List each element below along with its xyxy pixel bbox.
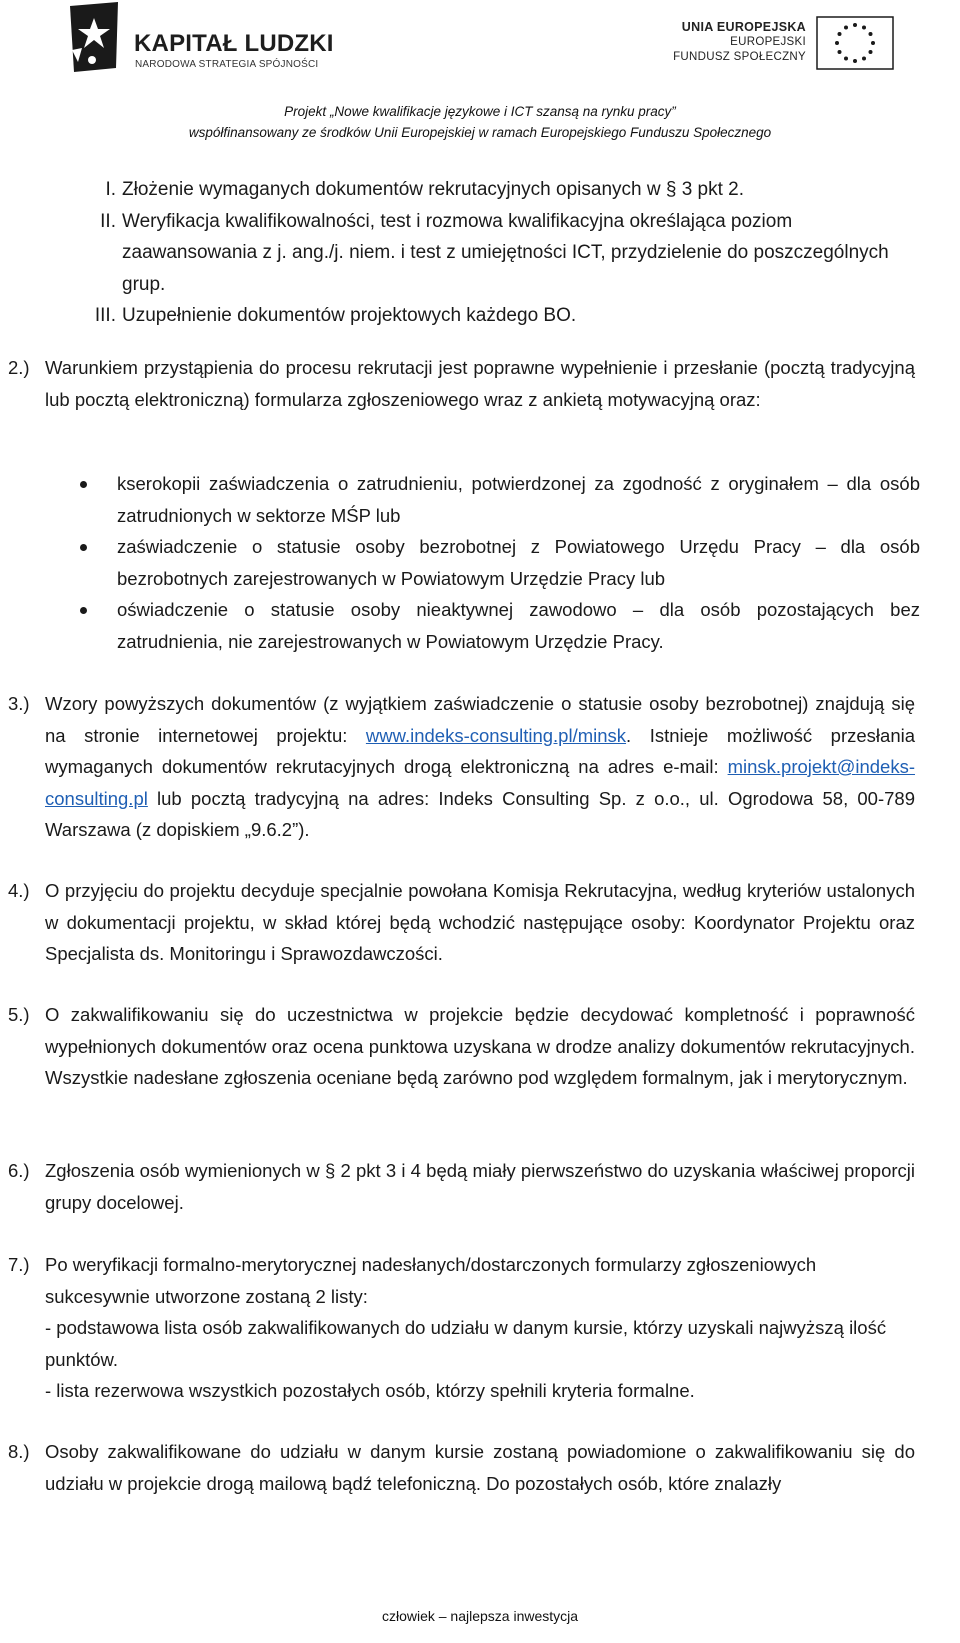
- step-item: [70, 300, 900, 332]
- bullet-icon: [80, 544, 87, 551]
- kapital-ludzki-subtitle: NARODOWA STRATEGIA SPÓJNOŚCI: [135, 59, 319, 70]
- step-number: III.: [94, 305, 116, 326]
- step-item: [70, 206, 900, 301]
- section-text: [45, 688, 915, 846]
- required-documents-list: [80, 468, 920, 657]
- section-text: Osoby zakwalifikowane do udziału w danym kursie zostaną powiadomione o zakwalifikowaniu się do udziału w projekcie drogą mailową bądź telefoniczną. Do pozostałych osób, które znalazły: [45, 1441, 915, 1494]
- project-funding: współfinansowany ze środków Unii Europejskiej w ramach Europejskiego Funduszu Społecznego: [188, 125, 772, 140]
- step-number: II.: [100, 210, 116, 232]
- list-item-text: kserokopii zaświadczenia o zatrudnieniu, potwierdzonej za zgodność z oryginałem – dla osób zatrudnionych w sektorze MŚP lub: [117, 473, 920, 526]
- step-item: [70, 174, 900, 206]
- page-header: [0, 0, 960, 150]
- section-text: [45, 1249, 915, 1407]
- project-website-link[interactable]: www.indeks-consulting.pl/minsk: [365, 724, 627, 746]
- list-item-text: zaświadczenie o statusie osoby bezrobotnej z Powiatowego Urzędu Pracy – dla osób bezrobotnych zarejestrowanych w Powiatowym Urzędzie Pracy lub: [117, 536, 920, 589]
- section-line: Po weryfikacji formalno-merytorycznej nadesłanych/dostarczonych formularzy zgłoszeniowych sukcesywnie utworzone zostaną 2 listy:: [45, 1254, 817, 1307]
- section-number: 5.): [8, 1004, 30, 1025]
- eu-logo: [658, 16, 894, 72]
- page-footer: człowiek – najlepsza inwestycja: [381, 1608, 579, 1624]
- eu-logo-text: [673, 20, 806, 65]
- section-number: 2.): [8, 357, 30, 378]
- list-item: [80, 594, 920, 657]
- list-item-text: oświadczenie o statusie osoby nieaktywnej zawodowo – dla osób pozostających bez zatrudnienia, nie zarejestrowanych w Powiatowym Urzędzie Pracy.: [117, 599, 920, 652]
- section-text: O przyjęciu do projektu decyduje specjalnie powołana Komisja Rekrutacyjna, według kryteriów ustalonych w dokumentacji projektu, w skład której będą wchodzić następujące osoby: Koordynator Projektu oraz Specjalista ds. Monitoringu i Sprawozdawczości.: [45, 880, 915, 964]
- section-text: Warunkiem przystąpienia do procesu rekrutacji jest poprawne wypełnienie i przesłanie (pocztą tradycyjną lub pocztą elektroniczną) formularza zgłoszeniowego wraz z ankietą motywacyjną oraz:: [45, 357, 915, 410]
- step-text: Złożenie wymaganych dokumentów rekrutacyjnych opisanych w § 3 pkt 2.: [122, 179, 745, 200]
- kapital-ludzki-emblem-icon: [68, 2, 120, 72]
- bullet-icon: [80, 607, 87, 614]
- section-number: 3.): [8, 693, 30, 714]
- list-item: [80, 468, 920, 531]
- project-email-link[interactable]: minsk.projekt@indeks-consulting.pl: [45, 756, 915, 809]
- eu-logo-line3: FUNDUSZ SPOŁECZNY: [673, 51, 806, 63]
- recruitment-steps-list: [70, 174, 900, 332]
- section-number: 7.): [8, 1254, 30, 1275]
- kapital-ludzki-title: KAPITAŁ LUDZKI: [134, 30, 334, 57]
- eu-logo-line2: EUROPEJSKI: [730, 36, 806, 48]
- eu-logo-line1: UNIA EUROPEJSKA: [681, 20, 806, 34]
- section-text-part: lub pocztą tradycyjną na adres: Indeks Consulting Sp. z o.o., ul. Ogrodowa 58, 00-789 Warszawa (z dopiskiem „9.6.2”).: [45, 787, 915, 840]
- section-line: - lista rezerwowa wszystkich pozostałych osób, którzy spełnili kryteria formalne.: [45, 1380, 695, 1401]
- project-title: Projekt „Nowe kwalifikacje językowe i ICT szansą na rynku pracy”: [284, 104, 676, 119]
- section-text-part: . Istnieje możliwość przesłania wymaganych dokumentów rekrutacyjnych drogą elektroniczną na adres e-mail:: [45, 724, 916, 777]
- step-text: Uzupełnienie dokumentów projektowych każdego BO.: [122, 305, 577, 326]
- eu-flag-icon: [816, 16, 894, 70]
- kapital-ludzki-logo: [68, 2, 348, 74]
- bullet-icon: [80, 481, 87, 488]
- section-text: Zgłoszenia osób wymienionych w § 2 pkt 3 i 4 będą miały pierwszeństwo do uzyskania właściwej proporcji grupy docelowej.: [45, 1160, 915, 1213]
- step-text: Weryfikacja kwalifikowalności, test i rozmowa kwalifikacyjna określająca poziom zaawansowania z j. ang./j. niem. i test z umiejętności ICT, przydzielenie do poszczególnych grup.: [122, 210, 889, 295]
- section-number: 8.): [8, 1441, 30, 1462]
- list-item: [80, 531, 920, 594]
- section-text-part: Wzory powyższych dokumentów (z wyjątkiem zaświadczenie o statusie osoby bezrobotnej) znajdują się na stronie internetowej projektu:: [45, 693, 915, 746]
- section-text: O zakwalifikowaniu się do uczestnictwa w projekcie będzie decydować kompletność i poprawność wypełnionych dokumentów oraz ocena punktowa uzyskana w drodze analizy dokumentów rekrutacyjnych. Wszystkie nadesłane zgłoszenia oceniane będą zarówno pod względem formalnym, jak i merytorycznym.: [45, 1004, 915, 1088]
- step-number: I.: [105, 179, 116, 200]
- section-number: 4.): [8, 880, 30, 901]
- section-line: - podstawowa lista osób zakwalifikowanych do udziału w danym kursie, którzy uzyskali najwyższą ilość punktów.: [45, 1317, 887, 1370]
- section-number: 6.): [8, 1160, 30, 1181]
